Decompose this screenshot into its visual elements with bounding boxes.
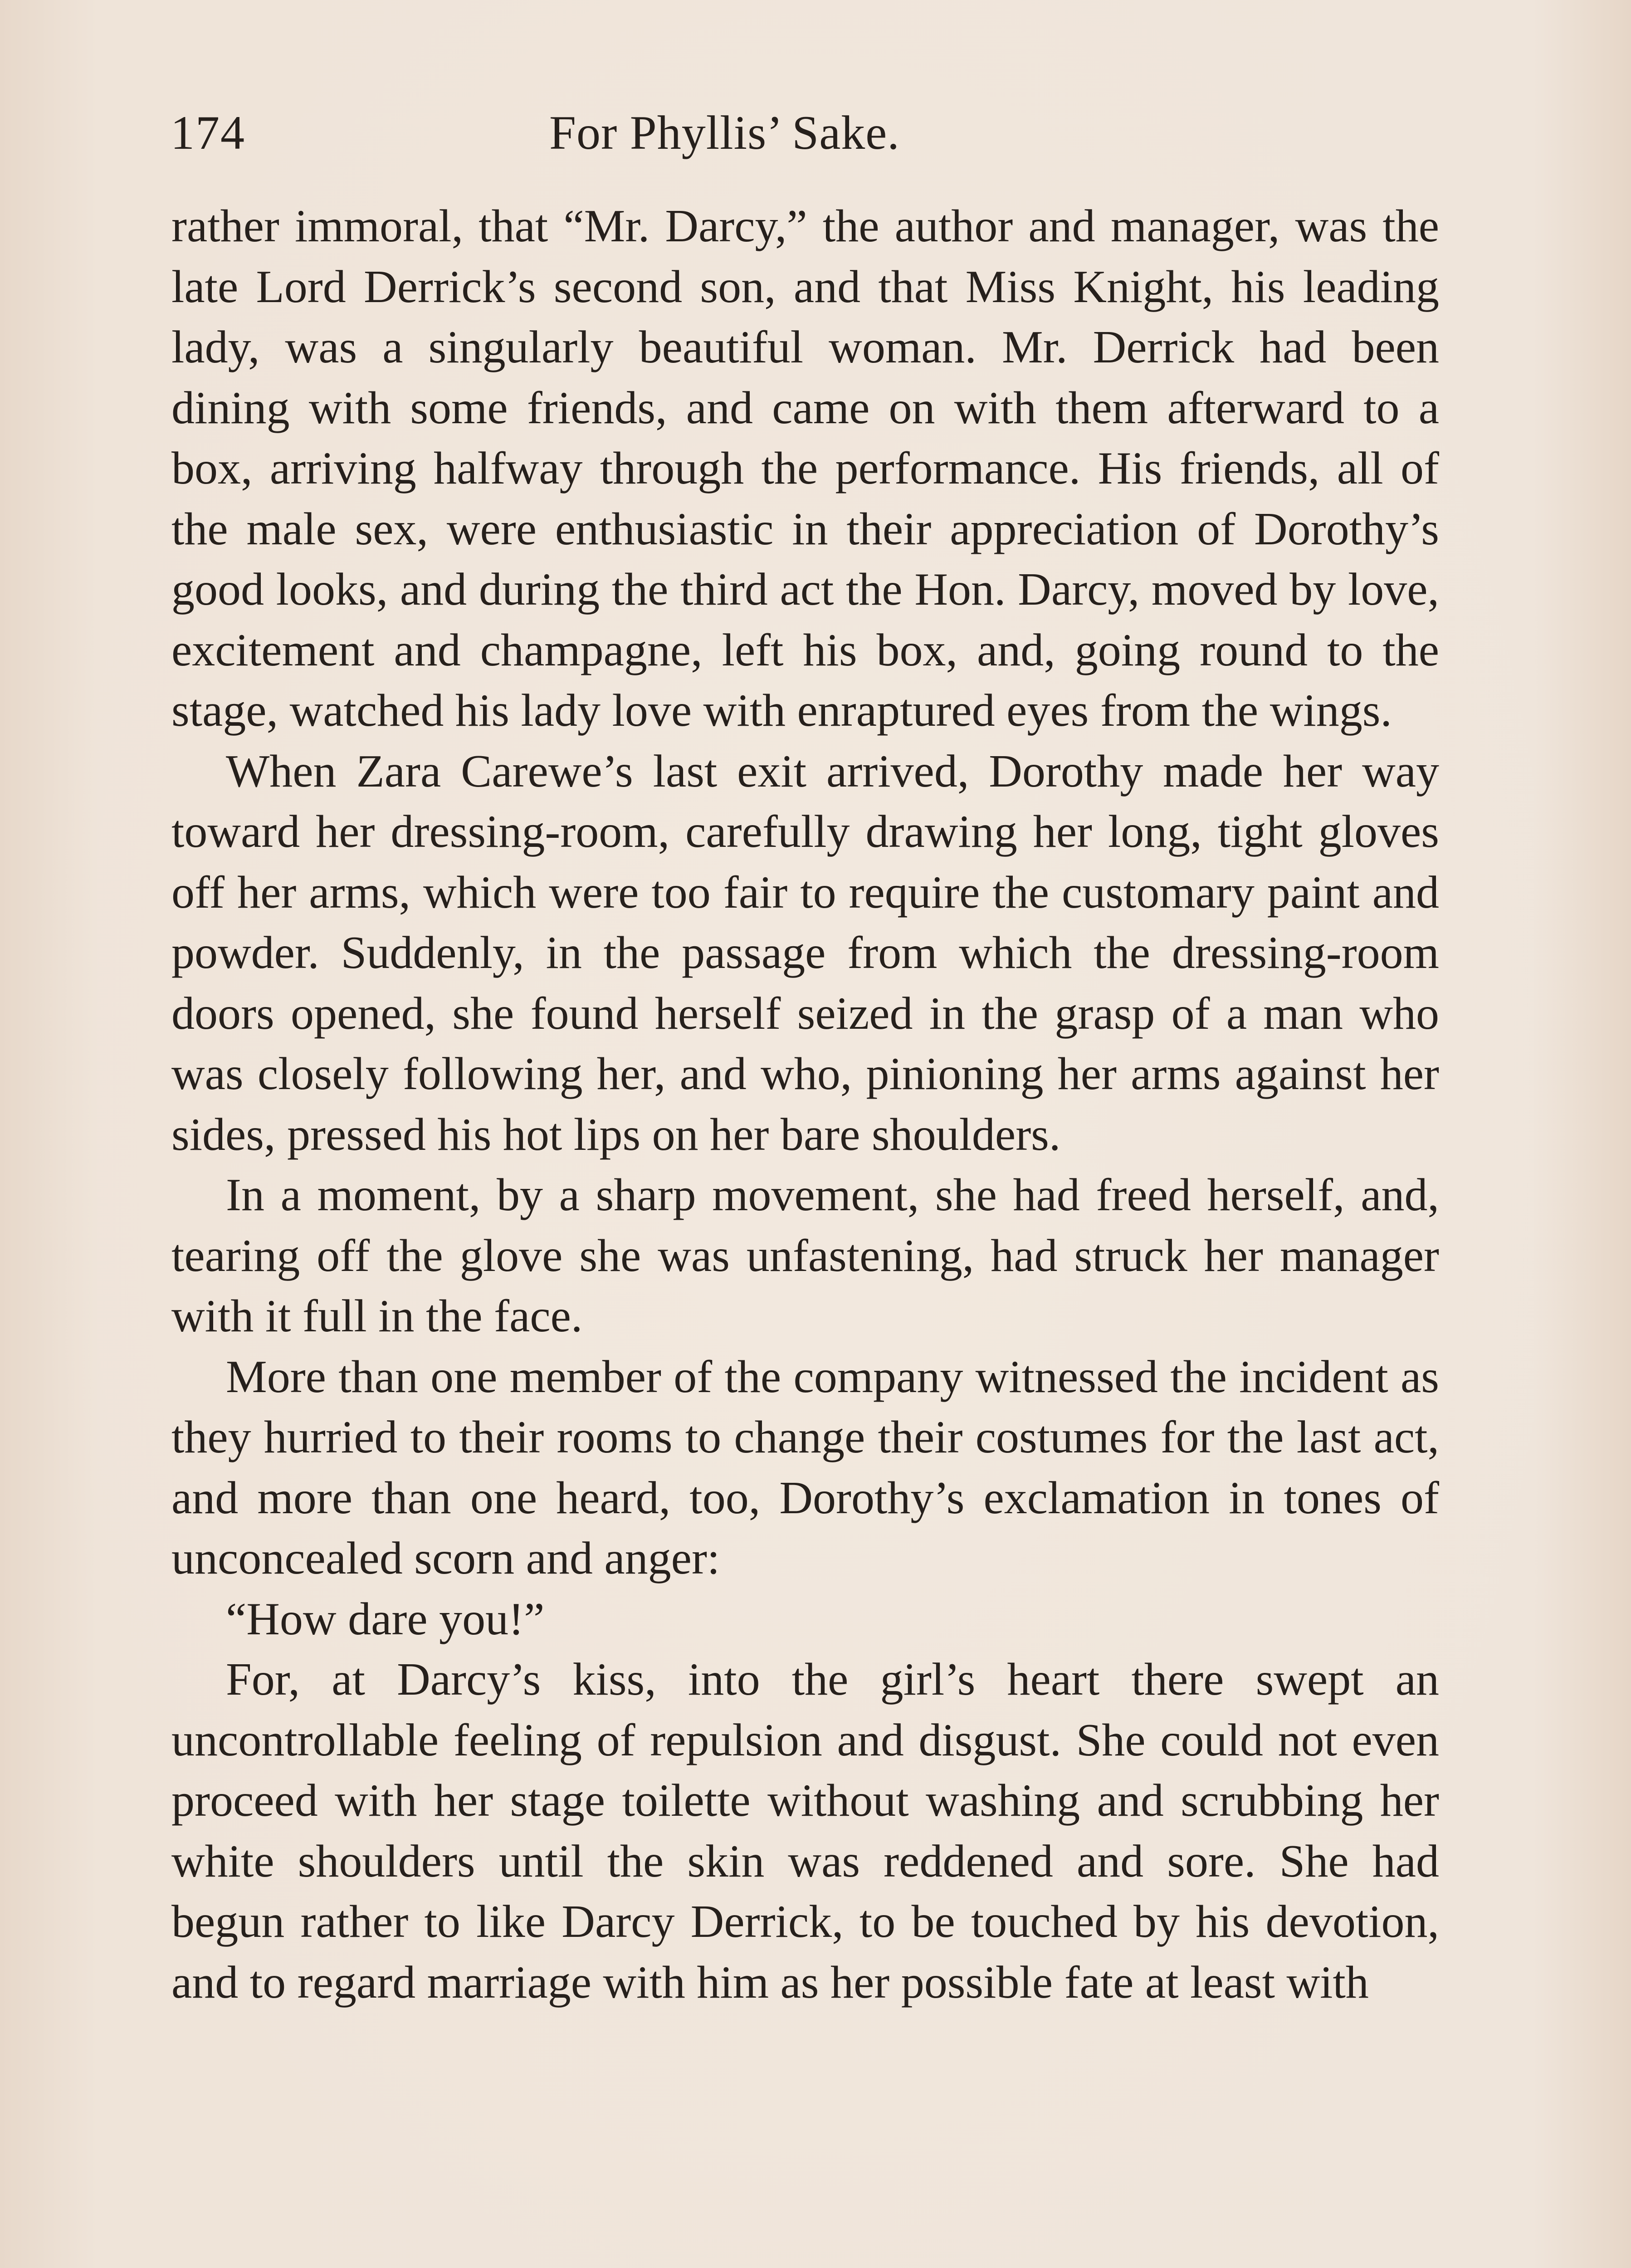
paragraph-4: More than one member of the company witnessed the incident as they hurried to their rooms to change their costumes for the last act, and more than one heard, too, Dorothy’s exclamation in tones of unconcealed scorn and anger:	[171, 1351, 1439, 1584]
body-text	[171, 196, 1439, 2013]
paragraph-1: rather immoral, that “Mr. Darcy,” the author and manager, was the late Lord Derrick’s second son, and that Miss Knight, his leading lady, was a singularly beautiful woman. Mr. Derrick had been dining with some friends, and came on with them afterward to a box, arriving halfway through the performance. His friends, all of the male sex, were enthusiastic in their appreciation of Dorothy’s good looks, and during the third act the Hon. Darcy, moved by love, excitement and champagne, left his box, and, going round to the stage, watched his lady love with enraptured eyes from the wings.	[171, 200, 1439, 736]
paragraph-5: “How dare you!”	[226, 1593, 545, 1645]
paragraph-3: In a moment, by a sharp movement, she had freed herself, and, tearing off the glove she was unfastening, had struck her manager with it full in the face.	[171, 1169, 1439, 1342]
page-header	[171, 99, 1441, 167]
page-number: 174	[171, 106, 245, 159]
running-title: For Phyllis’ Sake.	[549, 106, 900, 159]
paragraph-6: For, at Darcy’s kiss, into the girl’s heart there swept an uncontrollable feeling of repulsion and disgust. She could not even proceed with her stage toilette without washing and scrubbing her white shoulders until the skin was reddened and sore. She had begun rather to like Darcy Derrick, to be touched by his devotion, and to regard marriage with him as her possible fate at least with	[171, 1654, 1439, 2008]
paragraph-2: When Zara Carewe’s last exit arrived, Dorothy made her way toward her dressing-room, carefully drawing her long, tight gloves off her arms, which were too fair to require the customary paint and powder. Suddenly, in the passage from which the dressing-room doors opened, she found herself seized in the grasp of a man who was closely following her, and who, pinioning her arms against her sides, pressed his hot lips on her bare shoulders.	[171, 745, 1439, 1160]
